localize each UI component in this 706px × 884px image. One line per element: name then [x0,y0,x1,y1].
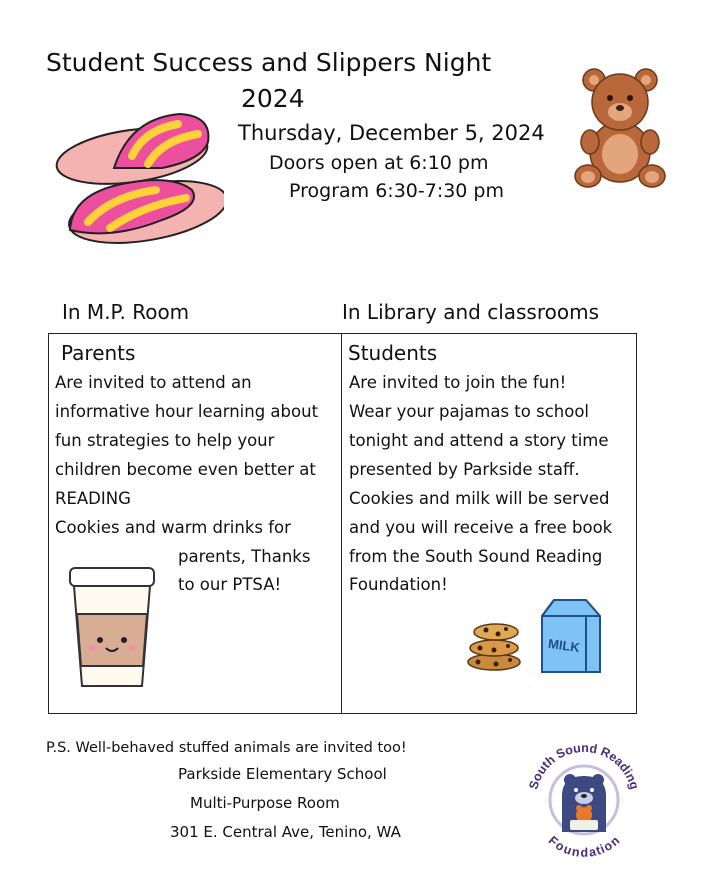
parents-line: to our PTSA! [178,575,282,594]
coffee-cup-icon [68,566,156,690]
event-title: Student Success and Slippers Night [46,48,492,77]
table-divider [341,333,342,714]
students-heading: Students [348,341,438,365]
school-name: Parkside Elementary School [178,765,387,783]
reading-foundation-logo [520,736,648,864]
milk-carton-icon [540,598,606,676]
milk-label: MILK [547,635,581,656]
students-line: Cookies and milk will be served [349,489,610,508]
ps-note: P.S. Well-behaved stuffed animals are invited too! [46,740,407,756]
slippers-illustration [52,110,224,258]
cookies-icon [466,618,524,672]
parents-line: children become even better at [55,460,316,479]
logo-top-text: South Sound Reading [526,740,642,791]
students-line: Wear your pajamas to school [349,402,589,421]
parents-line: parents, Thanks [178,547,311,566]
parents-line: Are invited to attend an [55,373,252,392]
students-line: tonight and attend a story time [349,431,609,450]
students-line: Are invited to join the fun! [349,373,567,392]
students-line: and you will receive a free book [349,518,613,537]
parents-heading: Parents [61,341,136,365]
event-date: Thursday, December 5, 2024 [238,121,545,145]
parents-line: fun strategies to help your [55,431,275,450]
teddy-bear-icon [572,66,668,190]
program-time: Program 6:30-7:30 pm [289,180,505,202]
students-location: In Library and classrooms [342,300,600,324]
svg-text:Foundation [546,833,623,859]
students-line: from the South Sound Reading [349,547,603,566]
parents-line: informative hour learning about [55,402,319,421]
parents-line: READING [55,489,131,508]
logo-bottom-text: Foundation [545,833,623,860]
parents-location: In M.P. Room [62,300,190,324]
doors-open-time: Doors open at 6:10 pm [269,152,489,174]
event-year: 2024 [241,84,305,113]
school-address: 301 E. Central Ave, Tenino, WA [170,823,401,841]
students-line: Foundation! [349,575,448,594]
room-name: Multi-Purpose Room [190,794,340,812]
parents-line: Cookies and warm drinks for [55,518,291,537]
students-line: presented by Parkside staff. [349,460,580,479]
